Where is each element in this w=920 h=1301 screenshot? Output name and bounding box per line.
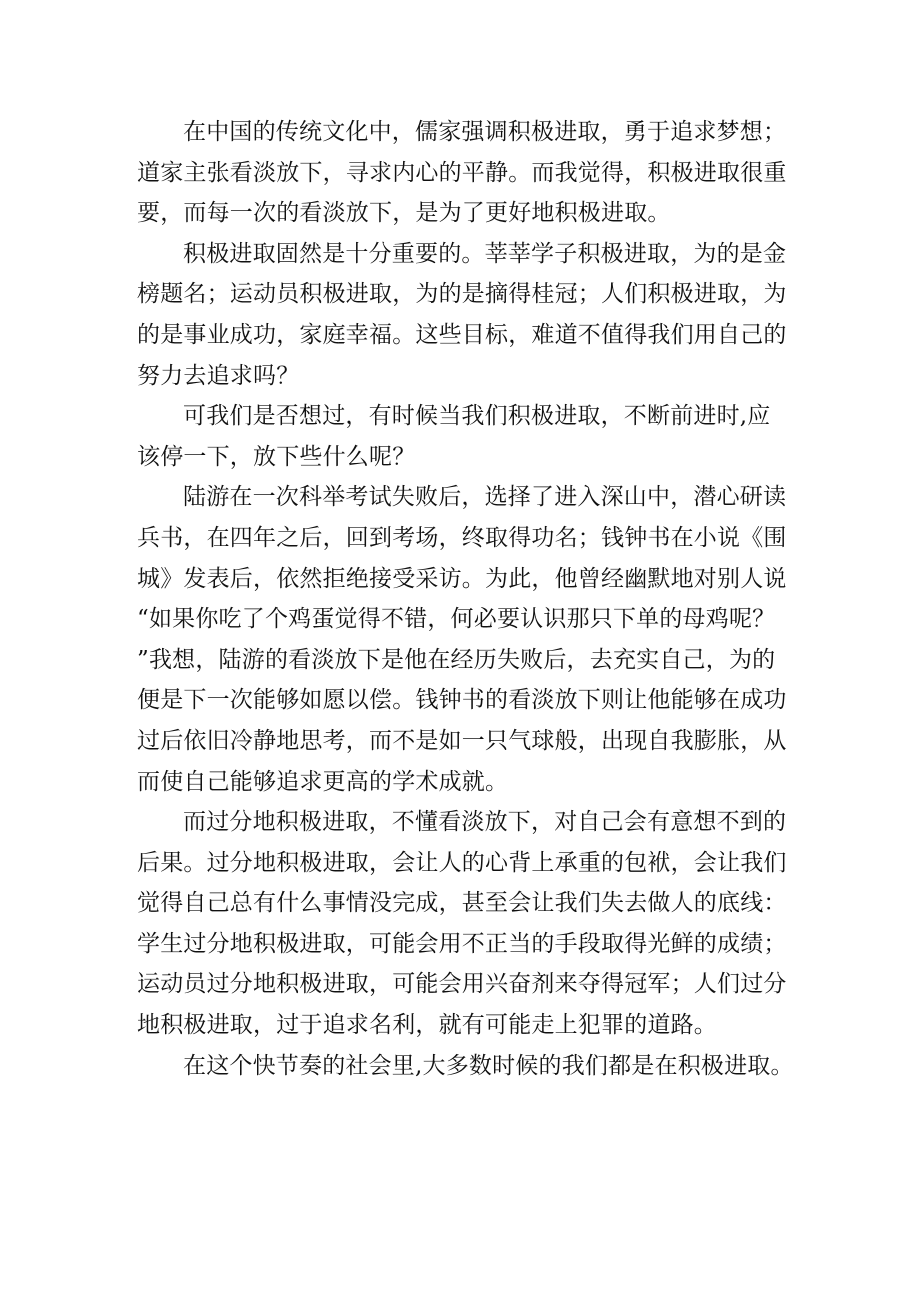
- paragraph-line: ”我想，陆游的看淡放下是他在经历失败后，去充实自己，为的: [137, 646, 776, 673]
- paragraph-line: 积极进取固然是十分重要的。莘莘学子积极进取，为的是金: [183, 240, 787, 267]
- paragraph-line: 觉得自己总有什么事情没完成，甚至会让我们失去做人的底线：: [137, 890, 787, 917]
- paragraph-line: 的是事业成功，家庭幸福。这些目标，难道不值得我们用自己的: [137, 321, 787, 348]
- paragraph-line: 而使自己能够追求更高的学术成就。: [137, 768, 509, 795]
- paragraph-line: 在这个快节奏的社会里,大多数时候的我们都是在积极进取。: [183, 1052, 794, 1079]
- paragraph-line: 便是下一次能够如愿以偿。钱钟书的看淡放下则让他能够在成功: [137, 687, 787, 714]
- paragraph-line: 运动员过分地积极进取，可能会用兴奋剂来夺得冠军；人们过分: [137, 971, 787, 998]
- paragraph-line: 陆游在一次科举考试失败后，选择了进入深山中，潜心研读: [183, 484, 787, 511]
- paragraph-line: 过后依旧冷静地思考，而不是如一只气球般，出现自我膨胀，从: [137, 727, 787, 754]
- paragraph-line: 而过分地积极进取，不懂看淡放下，对自己会有意想不到的: [183, 809, 787, 836]
- paragraph-line: 该停一下，放下些什么呢？: [137, 443, 416, 470]
- essay-body: [137, 112, 797, 1086]
- paragraph-line: 城》发表后，依然拒绝接受采访。为此，他曾经幽默地对别人说: [137, 565, 787, 592]
- paragraph-line: 学生过分地积极进取，可能会用不正当的手段取得光鲜的成绩；: [137, 930, 787, 957]
- paragraph-line: 可我们是否想过，有时候当我们积极进取，不断前进时,应: [183, 403, 771, 430]
- paragraph-line: 道家主张看淡放下，寻求内心的平静。而我觉得，积极进取很重: [137, 159, 787, 186]
- paragraph-line: “如果你吃了个鸡蛋觉得不错，何必要认识那只下单的母鸡呢？: [137, 606, 776, 633]
- paragraph-line: 后果。过分地积极进取，会让人的心背上承重的包袱，会让我们: [137, 849, 787, 876]
- paragraph-line: 榜题名；运动员积极进取，为的是摘得桂冠；人们积极进取，为: [137, 281, 787, 308]
- paragraph-line: 要，而每一次的看淡放下，是为了更好地积极进取。: [137, 200, 671, 227]
- paragraph-line: 在中国的传统文化中，儒家强调积极进取，勇于追求梦想；: [183, 119, 787, 145]
- paragraph-line: 兵书，在四年之后，回到考场，终取得功名；钱钟书在小说《围: [137, 524, 787, 551]
- paragraph-line: 努力去追求吗？: [137, 362, 300, 389]
- paragraph-line: 地积极进取，过于追求名利，就有可能走上犯罪的道路。: [137, 1012, 717, 1039]
